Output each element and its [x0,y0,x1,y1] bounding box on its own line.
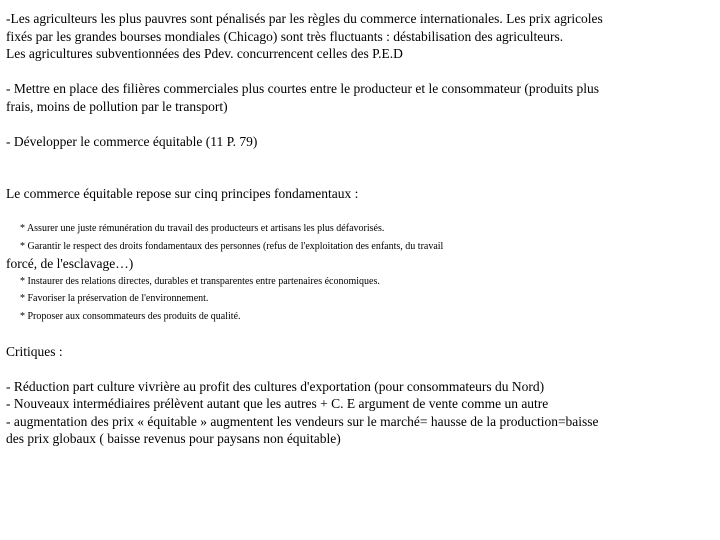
intro-line: Les agricultures subventionnées des Pdev. concurrencent celles des P.E.D [6,46,403,61]
principle-item-continuation: forcé, de l'esclavage…) [6,256,134,271]
principle-item: * Favoriser la préservation de l'environnement. [20,293,209,304]
critique-item: - Nouveaux intermédiaires prélèvent autant que les autres + C. E argument de vente comme un autre [6,396,549,411]
critique-item-continuation: des prix globaux ( baisse revenus pour paysans non équitable) [6,431,341,446]
intro-paragraph [6,10,712,63]
intro-line: fixés par les grandes bourses mondiales (Chicago) sont très fluctuants : déstabilisation des agriculteurs. [6,28,564,44]
critiques-heading: Critiques : [6,343,63,359]
principles-heading: Le commerce équitable repose sur cinq principes fondamentaux : [6,186,359,201]
critiques-list [6,378,712,448]
principles-list [6,220,712,325]
principle-item: * Assurer une juste rémunération du travail des producteurs et artisans les plus défavorisés. [20,223,385,234]
intro-line: -Les agriculteurs les plus pauvres sont pénalisés par les règles du commerce internationales. Les prix agricoles [6,11,603,26]
principle-item: * Proposer aux consommateurs des produits de qualité. [20,310,241,322]
measure-fair-trade: - Développer le commerce équitable (11 P. 79) [6,133,258,149]
measure-line: - Mettre en place des filières commerciales plus courtes entre le producteur et le consommateur (produits plus [6,81,600,96]
principle-item: * Instaurer des relations directes, durables et transparentes entre partenaires économiques. [20,275,380,287]
document-body [6,10,712,448]
principle-item: * Garantir le respect des droits fondamentaux des personnes (refus de l'exploitation des enfants, du travail [20,240,444,252]
critique-item: - Réduction part culture vivrière au profit des cultures d'exportation (pour consommateurs du Nord) [6,378,545,394]
measure-line: frais, moins de pollution par le transport) [6,98,228,114]
measure-short-channels [6,80,712,115]
critique-item: - augmentation des prix « équitable » augmentent les vendeurs sur le marché= hausse de la production=baisse [6,413,599,429]
